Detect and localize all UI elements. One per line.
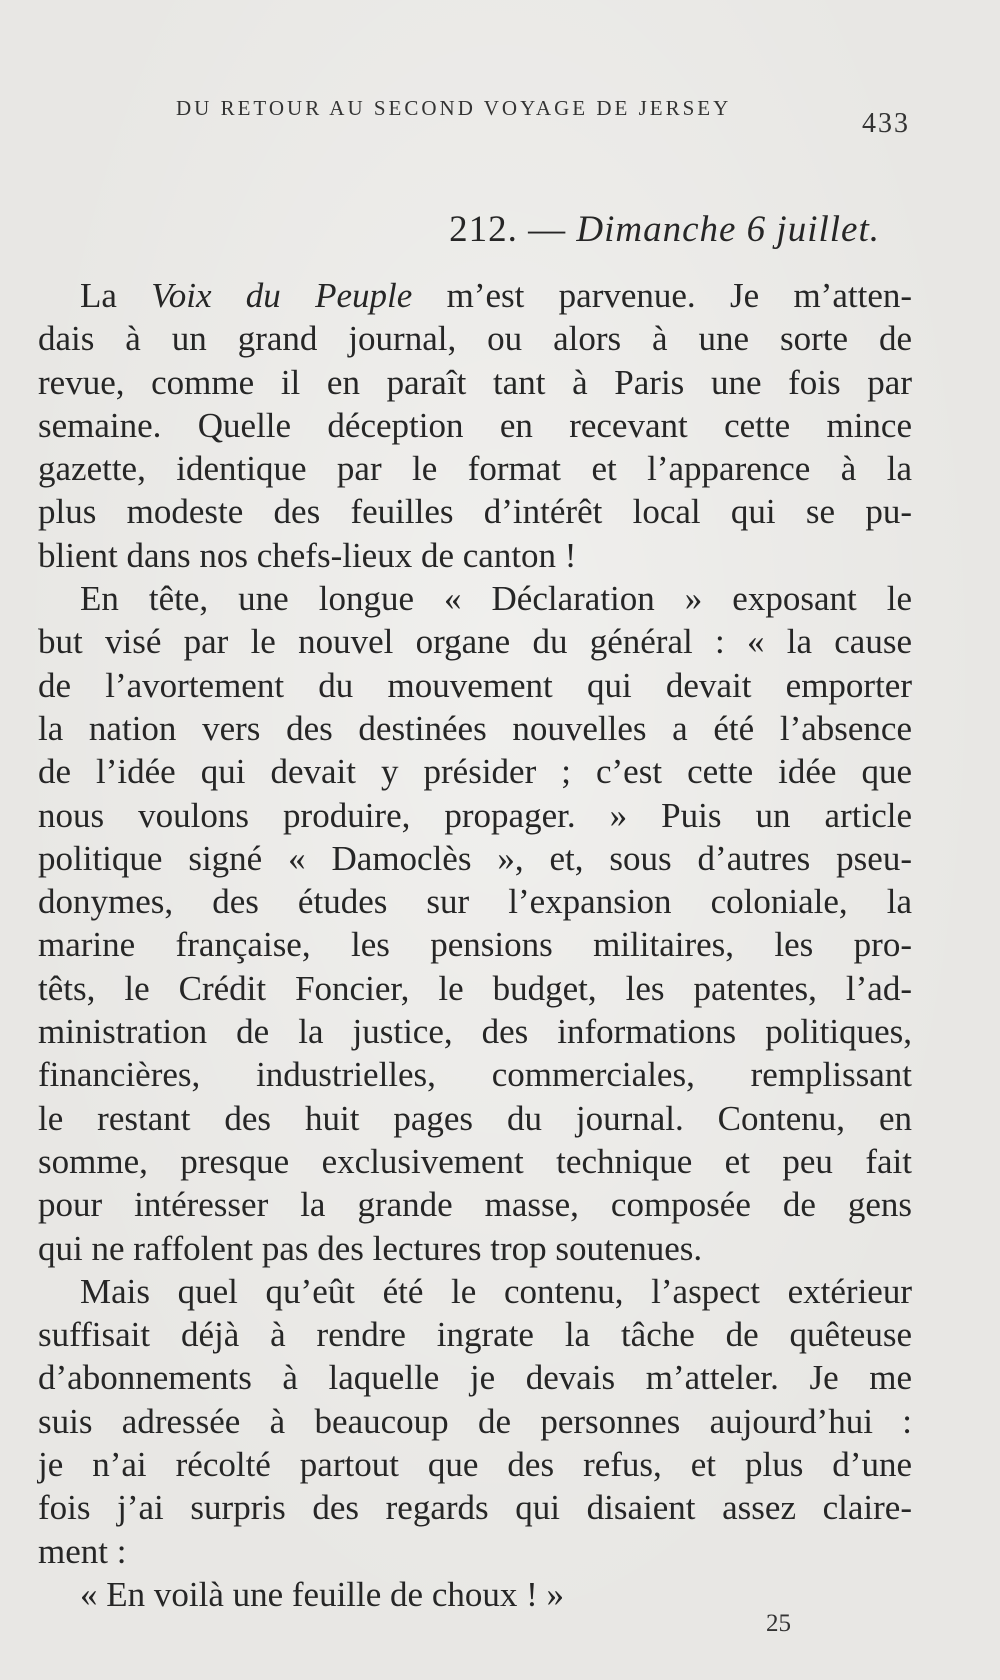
text-line: la nation vers des destinées nouvelles a été l’absence bbox=[38, 708, 912, 748]
signature-mark: 25 bbox=[766, 1610, 791, 1637]
running-header: DU RETOUR AU SECOND VOYAGE DE JERSEY bbox=[176, 96, 732, 120]
text-line: de l’idée qui devait y présider ; c’est cette idée que bbox=[38, 752, 912, 792]
text-line: somme, presque exclusivement technique et peu fait bbox=[38, 1141, 912, 1181]
text-line: fois j’ai surpris des regards qui disaient assez claire- bbox=[38, 1488, 912, 1528]
text-line: d’abonnements à laquelle je devais m’atteler. Je me bbox=[38, 1358, 912, 1398]
text-line: pour intéresser la grande masse, composée de gens bbox=[38, 1185, 912, 1225]
text-line: plus modeste des feuilles d’intérêt local qui se pu- bbox=[38, 492, 912, 532]
text-line: blient dans nos chefs-lieux de canton ! bbox=[38, 535, 577, 575]
entry-date: Dimanche 6 juillet. bbox=[576, 209, 880, 250]
text-line: de l’avortement du mouvement qui devait emporter bbox=[38, 665, 912, 705]
text-line: but visé par le nouvel organe du général : « la cause bbox=[38, 622, 912, 662]
text-line: je n’ai récolté partout que des refus, et plus d’une bbox=[38, 1445, 912, 1485]
text-line: revue, comme il en paraît tant à Paris une fois par bbox=[38, 362, 912, 402]
entry-number: 212. — bbox=[449, 209, 567, 250]
text-line: ment : bbox=[38, 1531, 127, 1571]
text-line: le restant des huit pages du journal. Contenu, en bbox=[38, 1098, 912, 1138]
text-line: marine française, les pensions militaires, les pro- bbox=[38, 925, 912, 965]
body-text bbox=[38, 274, 912, 1616]
text-line: gazette, identique par le format et l’apparence à la bbox=[38, 449, 912, 489]
entry-heading bbox=[449, 208, 880, 251]
text-line: semaine. Quelle déception en recevant cette mince bbox=[38, 405, 912, 445]
text-line: La Voix du Peuple m’est parvenue. Je m’atten- bbox=[80, 276, 913, 315]
page-number: 433 bbox=[862, 108, 910, 139]
newspaper-title: Voix du Peuple bbox=[151, 276, 413, 315]
text-line: qui ne raffolent pas des lectures trop soutenues. bbox=[38, 1228, 703, 1268]
text-line: Mais quel qu’eût été le contenu, l’aspect extérieur bbox=[80, 1271, 912, 1311]
text-line: suis adressée à beaucoup de personnes aujourd’hui : bbox=[38, 1401, 912, 1441]
text-line: politique signé « Damoclès », et, sous d’autres pseu- bbox=[38, 838, 912, 878]
text-line: En tête, une longue « Déclaration » exposant le bbox=[80, 579, 912, 619]
text-line: ministration de la justice, des informations politiques, bbox=[38, 1012, 912, 1052]
text-line: « En voilà une feuille de choux ! » bbox=[80, 1574, 565, 1614]
text-line: nous voulons produire, propager. » Puis un article bbox=[38, 795, 912, 835]
text-line: financières, industrielles, commerciales, remplissant bbox=[38, 1055, 912, 1095]
text-line: suffisait déjà à rendre ingrate la tâche de quêteuse bbox=[38, 1315, 912, 1355]
text-line: dais à un grand journal, ou alors à une sorte de bbox=[38, 319, 912, 359]
text-line: donymes, des études sur l’expansion coloniale, la bbox=[38, 882, 912, 922]
text-line: têts, le Crédit Foncier, le budget, les patentes, l’ad- bbox=[38, 968, 912, 1008]
